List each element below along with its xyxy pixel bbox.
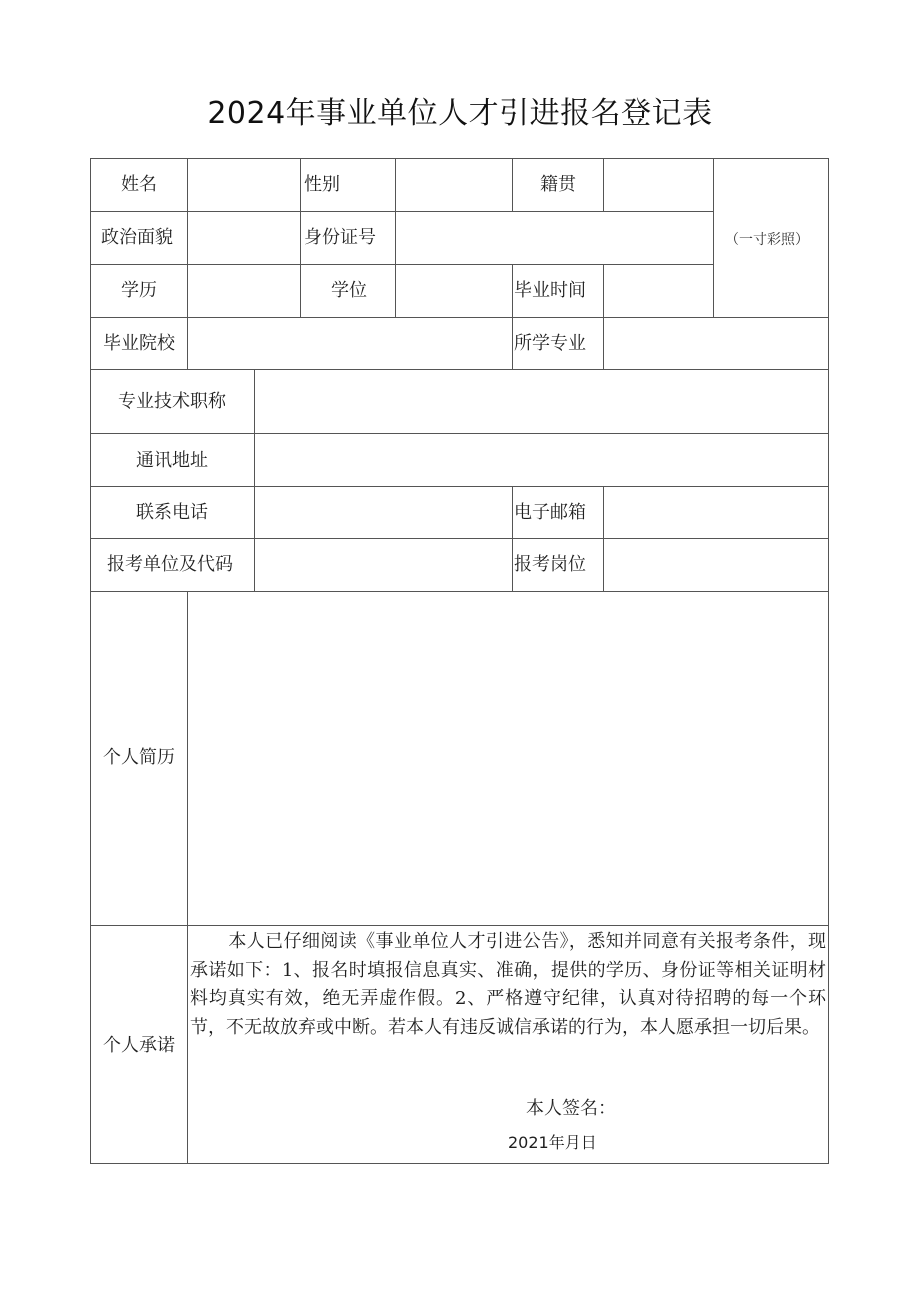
email-label: 电子邮箱 <box>514 502 586 523</box>
phone-field[interactable] <box>254 486 513 539</box>
native-place-label: 籍贯 <box>540 174 576 195</box>
graduation-time-field[interactable] <box>603 264 714 318</box>
political-status-field[interactable] <box>187 211 301 265</box>
phone-label: 联系电话 <box>136 502 208 523</box>
degree-label: 学位 <box>331 280 367 301</box>
professional-title-field[interactable] <box>254 369 829 434</box>
professional-title-label: 专业技术职称 <box>118 391 226 412</box>
native-place-field[interactable] <box>603 158 714 212</box>
political-status-label: 政治面貌 <box>101 227 173 248</box>
name-label: 姓名 <box>121 174 157 195</box>
graduation-time-label: 毕业时间 <box>514 280 586 301</box>
applied-unit-label: 报考单位及代码 <box>107 554 233 575</box>
major-label: 所学专业 <box>514 333 586 354</box>
commitment-text-block <box>190 928 826 1042</box>
id-number-field[interactable] <box>395 211 714 265</box>
form-title: 2024年事业单位人才引进报名登记表 <box>207 96 713 131</box>
commitment-text: 本人已仔细阅读《事业单位人才引进公告》，悉知并同意有关报考条件，现承诺如下：1、报名时填报信息真实、准确，提供的学历、身份证等相关证明材料均真实有效，绝无弄虚作假。2、严格遵守纪律，认真对待招聘的每一个环节，不无故放弃或中断。若本人有违反诚信承诺的行为，本人愿承担一切后果。 <box>190 931 826 1038</box>
major-field[interactable] <box>603 317 829 370</box>
school-field[interactable] <box>187 317 513 370</box>
school-label: 毕业院校 <box>103 333 175 354</box>
applied-unit-field[interactable] <box>254 538 513 592</box>
education-field[interactable] <box>187 264 301 318</box>
applied-position-field[interactable] <box>603 538 829 592</box>
name-field[interactable] <box>187 158 301 212</box>
address-label: 通讯地址 <box>136 450 208 471</box>
id-number-label: 身份证号 <box>304 227 376 248</box>
gender-field[interactable] <box>395 158 513 212</box>
resume-label: 个人简历 <box>103 747 175 768</box>
degree-field[interactable] <box>395 264 513 318</box>
date-line: 2021年月日 <box>508 1133 597 1152</box>
email-field[interactable] <box>603 486 829 539</box>
education-label: 学历 <box>121 280 157 301</box>
commitment-label: 个人承诺 <box>103 1035 175 1056</box>
photo-placeholder-label: （一寸彩照） <box>725 232 809 248</box>
resume-field[interactable] <box>187 591 829 926</box>
gender-label: 性别 <box>304 174 340 195</box>
signature-label: 本人签名： <box>526 1098 616 1119</box>
applied-position-label: 报考岗位 <box>514 554 586 575</box>
address-field[interactable] <box>254 433 829 487</box>
